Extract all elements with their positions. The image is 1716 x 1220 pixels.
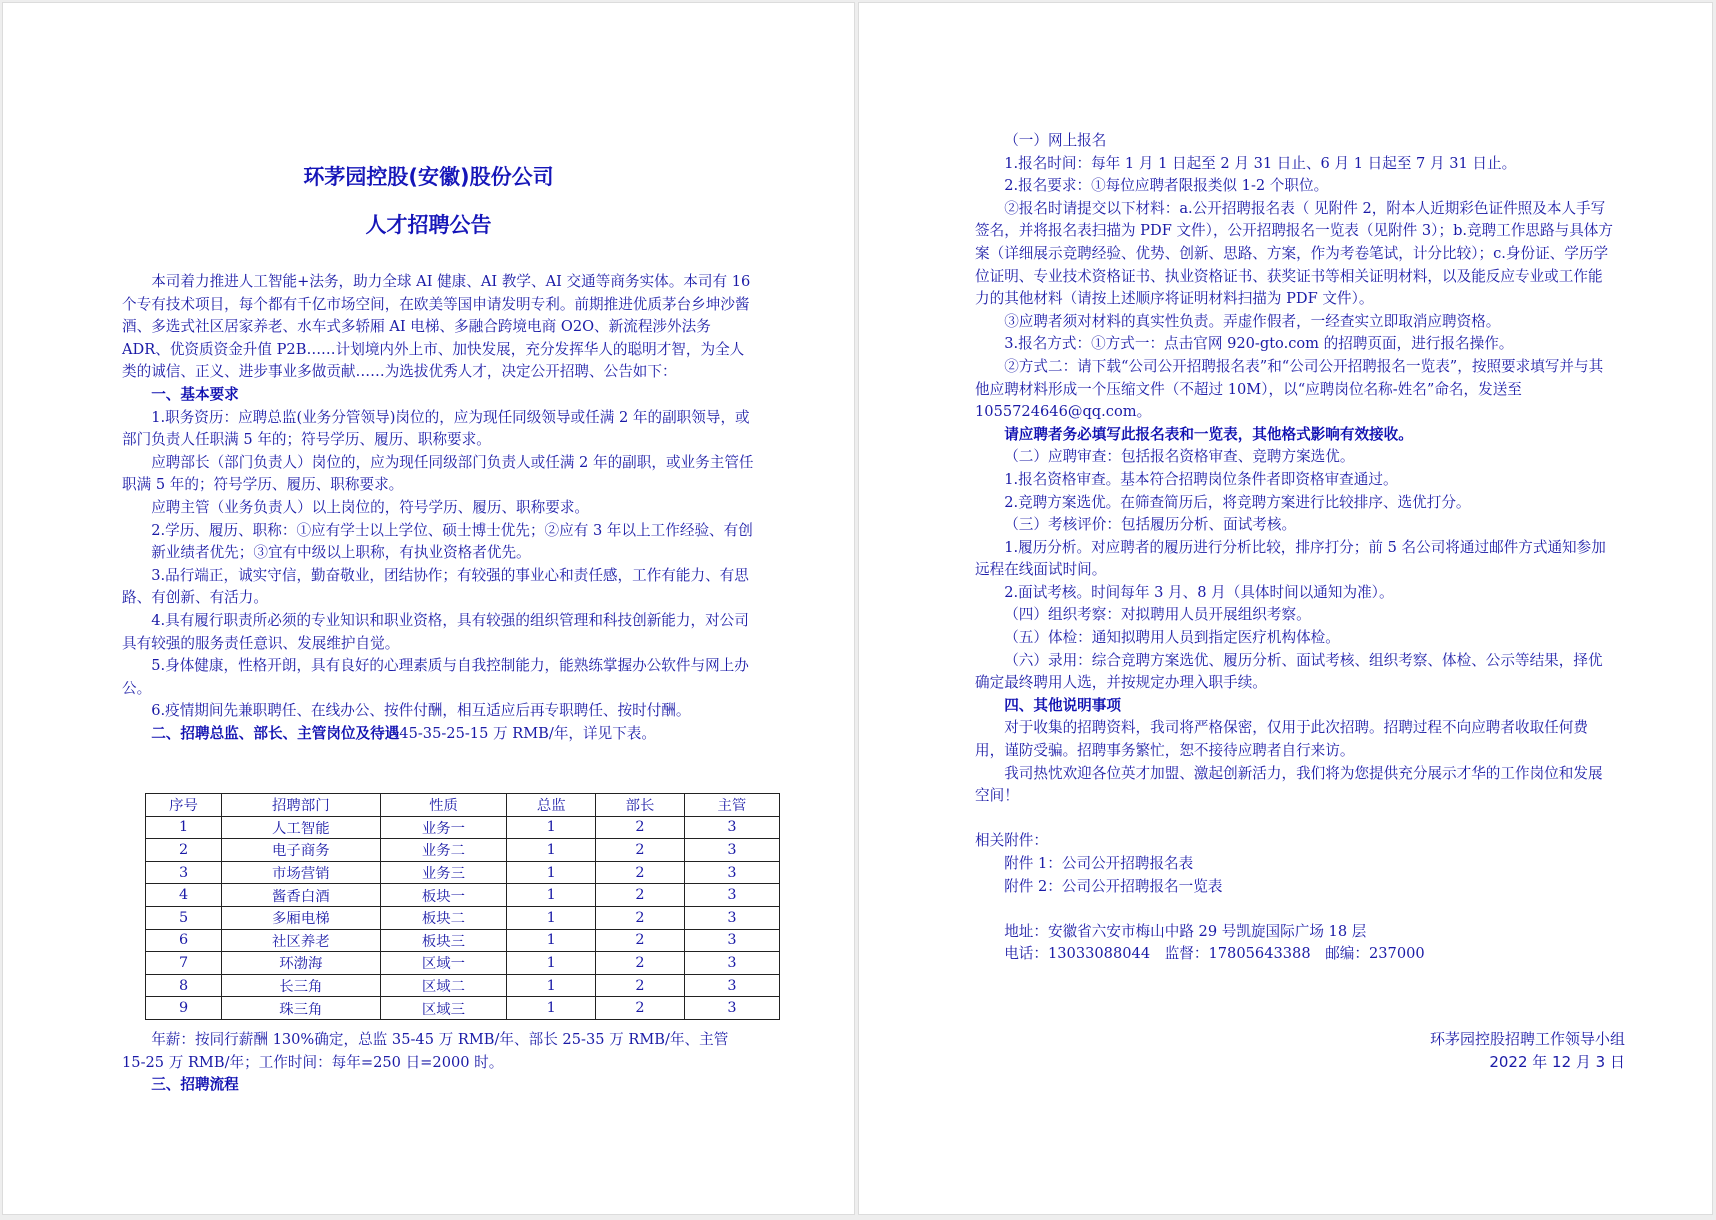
table-cell: 3 bbox=[684, 839, 779, 862]
attachment-2: 附件 2：公司公开招聘报名一览表 bbox=[1004, 877, 1223, 895]
table-cell: 2 bbox=[596, 974, 685, 997]
registration-method-1: 3.报名方式：①方式一：点击官网 920-gto.com 的招聘页面，进行报名操作。 bbox=[1004, 335, 1514, 353]
intro-paragraph: 本司着力推进人工智能+法务，助力全球 AI 健康、AI 教学、AI 交通等商务实体。本司有 16 个专有技术项目，每个都有千亿市场空间，在欧美等国申请发明专利。前期推进优质茅台乡坤沙酱酒、多选式社区居家养老、水车式多轿厢 AI 电梯、多融合跨境电商 O2O、新流程涉外法务 ADR、优资质资金升值 P2B……计划境内外上市、加快发展，充分发挥华人的聪明才智，为全人类的诚信、正义、进步事业多做贡献……为选拔优秀人才，决定公开招聘、公告如下： bbox=[122, 273, 751, 381]
requirement-2: 2.学历、履历、职称：①应有学士以上学位、硕士博士优先；②应有 3 年以上工作经验、有创新业绩者优先；③宜有中级以上职称，有执业资格者优先。 bbox=[151, 521, 753, 562]
section-heading-positions bbox=[122, 723, 756, 746]
column-header: 性质 bbox=[380, 794, 507, 817]
table-cell: 2 bbox=[596, 839, 685, 862]
review-proposal: 2.竞聘方案选优。在筛查简历后，将竞聘方案进行比较排序、选优打分。 bbox=[1004, 493, 1471, 511]
section-heading-basic: 一、基本要求 bbox=[151, 385, 239, 403]
registration-requirement: 2.报名要求：①每位应聘者限报类似 1-2 个职位。 bbox=[1004, 177, 1329, 195]
table-cell: 2 bbox=[596, 816, 685, 839]
review-heading: （二）应聘审查：包括报名资格审查、竞聘方案选优。 bbox=[1004, 448, 1355, 466]
table-cell: 4 bbox=[146, 884, 222, 907]
table-cell: 多厢电梯 bbox=[222, 906, 381, 929]
salary-paragraph: 年薪：按同行薪酬 130%确定，总监 35-45 万 RMB/年、部长 25-35 万 RMB/年、主管 15-25 万 RMB/年；工作时间：每年=250 日=2000 时。 bbox=[122, 1031, 729, 1071]
table-cell: 3 bbox=[684, 861, 779, 884]
format-notice: 请应聘者务必填写此报名表和一览表，其他格式影响有效接收。 bbox=[1004, 425, 1413, 443]
table-cell: 1 bbox=[507, 929, 596, 952]
column-header: 招聘部门 bbox=[222, 794, 381, 817]
table-cell: 3 bbox=[684, 929, 779, 952]
table-cell: 珠三角 bbox=[222, 997, 381, 1020]
document-page-right bbox=[858, 2, 1713, 1215]
table-row bbox=[146, 839, 780, 862]
address: 地址：安徽省六安市梅山中路 29 号凯旋国际广场 18 层 bbox=[1004, 922, 1367, 940]
organization-inspection: （四）组织考察：对拟聘用人员开展组织考察。 bbox=[1004, 606, 1311, 624]
requirement-1b: 应聘部长（部门负责人）岗位的，应为现任同级部门负责人或任满 2 年的副职，或业务主管任职满 5 年的；符号学历、履历、职称要求。 bbox=[122, 453, 754, 494]
resume-analysis: 1.履历分析。对应聘者的履历进行分析比较，排序打分；前 5 名公司将通过邮件方式通知参加远程在线面试时间。 bbox=[975, 538, 1606, 579]
attachments-title: 相关附件： bbox=[975, 832, 1048, 850]
table-cell: 社区养老 bbox=[222, 929, 381, 952]
table-row bbox=[146, 974, 780, 997]
table-cell: 人工智能 bbox=[222, 816, 381, 839]
requirement-4: 4.具有履行职责所必须的专业知识和职业资格，具有较强的组织管理和科技创新能力，对公司具有较强的服务责任意识、发展维护自觉。 bbox=[122, 611, 749, 652]
table-cell: 板块一 bbox=[380, 884, 507, 907]
positions-heading: 二、招聘总监、部长、主管岗位及待遇 bbox=[151, 724, 400, 742]
hiring: （六）录用：综合竞聘方案选优、履历分析、面试考核、组织考察、体检、公示等结果，择优确定最终聘用人选，并按规定办理入职手续。 bbox=[975, 651, 1603, 692]
table-cell: 区域一 bbox=[380, 952, 507, 975]
table-cell: 1 bbox=[507, 884, 596, 907]
table-cell: 电子商务 bbox=[222, 839, 381, 862]
table-cell: 3 bbox=[684, 974, 779, 997]
requirement-1c: 应聘主管（业务负责人）以上岗位的，符号学历、履历、职称要求。 bbox=[151, 498, 590, 516]
table-cell: 1 bbox=[507, 974, 596, 997]
table-cell: 7 bbox=[146, 952, 222, 975]
left-body bbox=[122, 271, 756, 745]
table-cell: 环渤海 bbox=[222, 952, 381, 975]
positions-table bbox=[145, 793, 780, 1020]
table-cell: 3 bbox=[684, 884, 779, 907]
table-cell: 区域三 bbox=[380, 997, 507, 1020]
table-cell: 1 bbox=[507, 816, 596, 839]
table-row bbox=[146, 997, 780, 1020]
requirement-1: 1.职务资历：应聘总监(业务分管领导)岗位的，应为现任同级领导或任满 2 年的副职领导，或部门负责人任职满 5 年的；符号学历、履历、职称要求。 bbox=[122, 408, 750, 449]
table-cell: 3 bbox=[146, 861, 222, 884]
table-cell: 2 bbox=[596, 952, 685, 975]
table-row bbox=[146, 929, 780, 952]
spacer bbox=[975, 898, 1615, 921]
review-qualification: 1.报名资格审查。基本符合招聘岗位条件者即资格审查通过。 bbox=[1004, 470, 1398, 488]
right-body bbox=[975, 130, 1615, 966]
table-cell: 酱香白酒 bbox=[222, 884, 381, 907]
section-heading-other: 四、其他说明事项 bbox=[1004, 696, 1121, 714]
attachment-1: 附件 1：公司公开招聘报名表 bbox=[1004, 855, 1194, 872]
registration-time: 1.报名时间：每年 1 月 1 日起至 2 月 31 日止、6 月 1 日起至 7 月 31 日止。 bbox=[1004, 154, 1517, 172]
table-cell: 1 bbox=[507, 861, 596, 884]
privacy-notice: 对于收集的招聘资料，我司将严格保密，仅用于此次招聘。招聘过程不向应聘者收取任何费用，谨防受骗。招聘事务繁忙，恕不接待应聘者自行来访。 bbox=[975, 719, 1588, 760]
table-cell: 9 bbox=[146, 997, 222, 1020]
signing-date: 2022 年 12 月 3 日 bbox=[1489, 1053, 1625, 1071]
welcome-message: 我司热忱欢迎各位英才加盟、激起创新活力，我们将为您提供充分展示才华的工作岗位和发展空间！ bbox=[975, 764, 1603, 805]
table-cell: 3 bbox=[684, 906, 779, 929]
medical-check: （五）体检：通知拟聘用人员到指定医疗机构体检。 bbox=[1004, 629, 1340, 647]
table-cell: 5 bbox=[146, 906, 222, 929]
table-row bbox=[146, 816, 780, 839]
table-row bbox=[146, 884, 780, 907]
contact-info: 电话：13033088044 监督：17805643388 邮编：237000 bbox=[1004, 945, 1425, 963]
section-heading-process: 三、招聘流程 bbox=[151, 1076, 239, 1094]
table-cell: 2 bbox=[596, 861, 685, 884]
signing-organization: 环茅园控股招聘工作领导小组 bbox=[1429, 1030, 1625, 1048]
table-cell: 业务三 bbox=[380, 861, 507, 884]
table-cell: 2 bbox=[596, 884, 685, 907]
signature-block bbox=[1430, 1028, 1625, 1074]
table-row bbox=[146, 861, 780, 884]
table-cell: 1 bbox=[146, 816, 222, 839]
table-cell: 1 bbox=[507, 952, 596, 975]
table-cell: 业务二 bbox=[380, 839, 507, 862]
table-cell: 3 bbox=[684, 997, 779, 1020]
requirement-3: 3.品行端正，诚实守信，勤奋敬业，团结协作；有较强的事业心和责任感，工作有能力、有思路、有创新、有活力。 bbox=[122, 566, 749, 607]
column-header: 总监 bbox=[507, 794, 596, 817]
column-header: 部长 bbox=[596, 794, 685, 817]
table-cell: 2 bbox=[596, 929, 685, 952]
table-cell: 2 bbox=[146, 839, 222, 862]
online-registration-heading: （一）网上报名 bbox=[1004, 132, 1107, 149]
materials-authenticity: ③应聘者须对材料的真实性负责。弄虚作假者，一经查实立即取消应聘资格。 bbox=[1004, 312, 1501, 330]
table-row bbox=[146, 952, 780, 975]
column-header: 主管 bbox=[684, 794, 779, 817]
table-cell: 6 bbox=[146, 929, 222, 952]
table-cell: 1 bbox=[507, 997, 596, 1020]
table-cell: 长三角 bbox=[222, 974, 381, 997]
table-row bbox=[146, 906, 780, 929]
notice-title: 人才招聘公告 bbox=[365, 213, 492, 237]
table-cell: 区域二 bbox=[380, 974, 507, 997]
table-cell: 板块三 bbox=[380, 929, 507, 952]
interview: 2.面试考核。时间每年 3 月、8 月（具体时间以通知为准）。 bbox=[1004, 583, 1394, 601]
table-cell: 1 bbox=[507, 839, 596, 862]
table-cell: 2 bbox=[596, 997, 685, 1020]
table-cell: 3 bbox=[684, 952, 779, 975]
registration-method-2: ②方式二：请下载“公司公开招聘报名表”和“公司公开招聘报名一览表”，按照要求填写并与其他应聘材料形成一个压缩文件（不超过 10M），以“应聘岗位名称-姓名”命名，发送至 1055724646@qq.com。 bbox=[975, 357, 1604, 421]
positions-salary-summary: 45-35-25-15 万 RMB/年，详见下表。 bbox=[399, 724, 656, 742]
table-cell: 业务一 bbox=[380, 816, 507, 839]
table-cell: 3 bbox=[684, 816, 779, 839]
document-page-left bbox=[2, 2, 855, 1215]
table-header-row bbox=[146, 794, 780, 817]
requirement-5: 5.身体健康，性格开朗，具有良好的心理素质与自我控制能力，能熟练掌握办公软件与网上办公。 bbox=[122, 657, 749, 697]
table-cell: 8 bbox=[146, 974, 222, 997]
table-cell: 板块二 bbox=[380, 906, 507, 929]
left-body-bottom bbox=[122, 1029, 756, 1097]
assessment-heading: （三）考核评价：包括履历分析、面试考核。 bbox=[1004, 516, 1297, 534]
table-cell: 市场营销 bbox=[222, 861, 381, 884]
registration-materials: ②报名时请提交以下材料：a.公开招聘报名表（ 见附件 2，附本人近期彩色证件照及本人手写签名，并将报名表扫描为 PDF 文件），公开招聘报名一览表（见附件 3）；b.竞聘工作思路与具体方案（详细展示竞聘经验、优势、创新、思路、方案，作为考卷笔试，计分比较）；c.身份证、学历学位证明、专业技术资格证书、执业资格证书、获奖证书等相关证明材料，以及能反应专业或工作能力的其他材料（请按上述顺序将证明材料扫描为 PDF 文件）。 bbox=[975, 199, 1613, 308]
spacer bbox=[975, 808, 1615, 831]
company-title: 环茅园控股(安徽)股份公司 bbox=[303, 165, 554, 189]
column-header: 序号 bbox=[146, 794, 222, 817]
table-cell: 1 bbox=[507, 906, 596, 929]
table-cell: 2 bbox=[596, 906, 685, 929]
requirement-6: 6.疫情期间先兼职聘任、在线办公、按件付酬，相互适应后再专职聘任、按时付酬。 bbox=[151, 702, 691, 720]
